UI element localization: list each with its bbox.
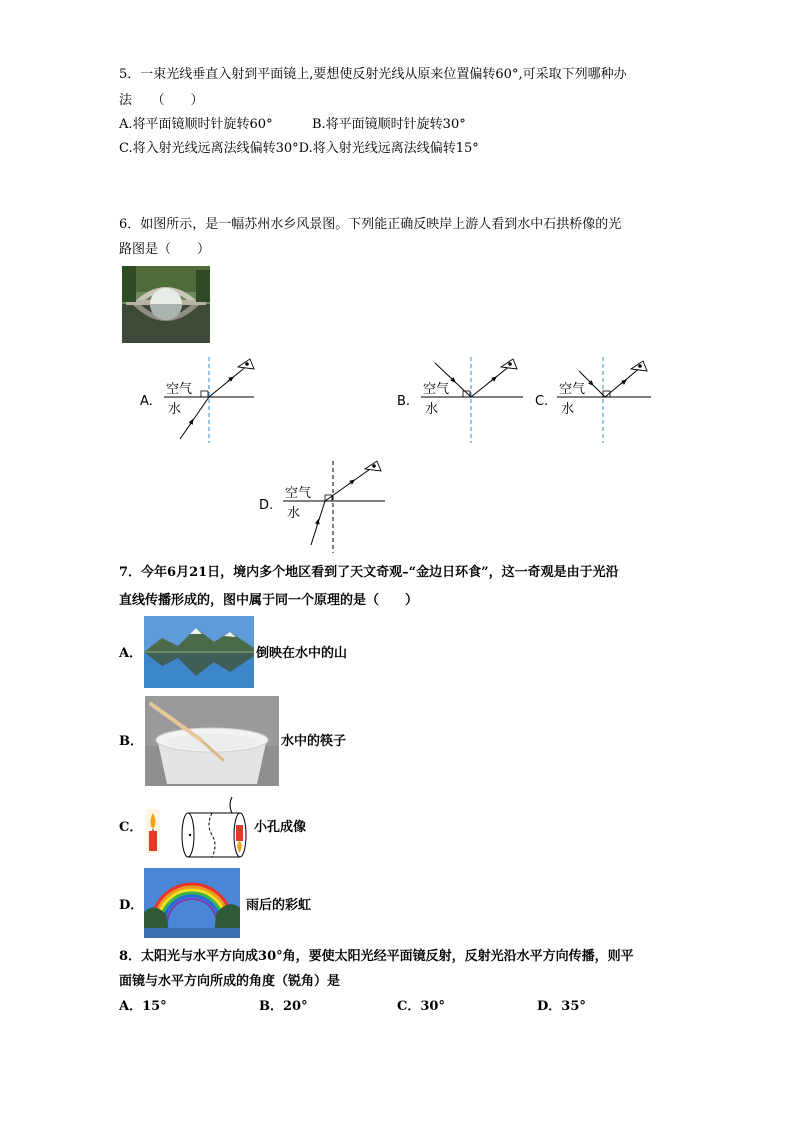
q7-option-a-text: 倒映在水中的山: [256, 646, 348, 661]
q7-option-a-mountain-reflection-photo: [144, 616, 254, 688]
q7-stem-line2: 直线传播形成的，图中属于同一个原理的是（ ）: [119, 593, 419, 608]
q5-option-a: A.将平面镜顺时针旋转60°: [119, 117, 273, 132]
q8-stem-line2: 面镜与水平方向所成的角度（锐角）是: [119, 974, 341, 989]
diagram-a-letter: A.: [140, 394, 153, 409]
q6-diagram-a: [130, 355, 260, 445]
diagram-a-air-label: 空气: [166, 382, 193, 397]
diagram-c-eye-icon: [631, 361, 647, 371]
q6-stem-line1: 6．如图所示，是一幅苏州水乡风景图。下列能正确反映岸上游人看到水中石拱桥像的光: [119, 217, 622, 232]
q8-stem-line1: 8．太阳光与水平方向成30°角，要使太阳光经平面镜反射，反射光沿水平方向传播，则平: [119, 949, 634, 964]
diagram-b-eye-icon: [501, 359, 517, 369]
q6-diagram-d: [255, 457, 395, 557]
diagram-d-eye-icon: [365, 461, 381, 471]
q7-option-a-letter: A．: [119, 646, 143, 661]
q8-option-c: C．30°: [397, 999, 445, 1014]
diagram-b-letter: B.: [397, 394, 411, 409]
q7-option-b-text: 水中的筷子: [281, 734, 347, 749]
q6-diagram-b: [393, 355, 533, 445]
diagram-d-air-label: 空气: [285, 486, 312, 501]
diagram-b-water-label: 水: [425, 402, 439, 417]
q7-option-b-letter: B．: [119, 734, 143, 749]
q5-stem-line1: 5．一束光线垂直入射到平面镜上,要想使反射光线从原来位置偏转60°,可采取下列哪种办: [119, 67, 627, 82]
q7-option-c-pinhole-diagram: [144, 795, 254, 865]
q7-option-d-letter: D．: [119, 898, 144, 913]
q6-diagram-c: [533, 355, 663, 445]
q7-option-d-rainbow-photo: [144, 868, 240, 938]
q7-option-b-chopstick-photo: [145, 696, 279, 786]
q5-stem-line2: 法 （ ）: [119, 93, 204, 108]
q7-option-d-text: 雨后的彩虹: [246, 898, 312, 913]
diagram-d-letter: D.: [259, 498, 274, 513]
diagram-c-letter: C.: [535, 394, 549, 409]
q5-option-cd: C.将入射光线远离法线偏转30°D.将入射光线远离法线偏转15°: [119, 141, 479, 156]
q6-stem-line2: 路图是（ ）: [119, 242, 211, 257]
q8-option-d: D．35°: [537, 999, 586, 1014]
diagram-c-air-label: 空气: [559, 382, 586, 397]
q8-option-a: A．15°: [119, 999, 167, 1014]
q7-option-c-letter: C．: [119, 820, 143, 835]
diagram-a-water-label: 水: [168, 402, 182, 417]
q8-option-b: B．20°: [259, 999, 308, 1014]
diagram-c-water-label: 水: [561, 402, 575, 417]
q5-option-b: B.将平面镜顺时针旋转30°: [312, 117, 466, 132]
diagram-b-air-label: 空气: [423, 382, 450, 397]
suzhou-bridge-photo: [122, 266, 210, 343]
q7-stem-line1: 7．今年6月21日，境内多个地区看到了天文奇观–“金边日环食”，这一奇观是由于光沿: [119, 565, 619, 580]
q7-option-c-text: 小孔成像: [254, 820, 307, 835]
diagram-a-eye-icon: [238, 359, 254, 369]
diagram-d-water-label: 水: [287, 506, 301, 521]
